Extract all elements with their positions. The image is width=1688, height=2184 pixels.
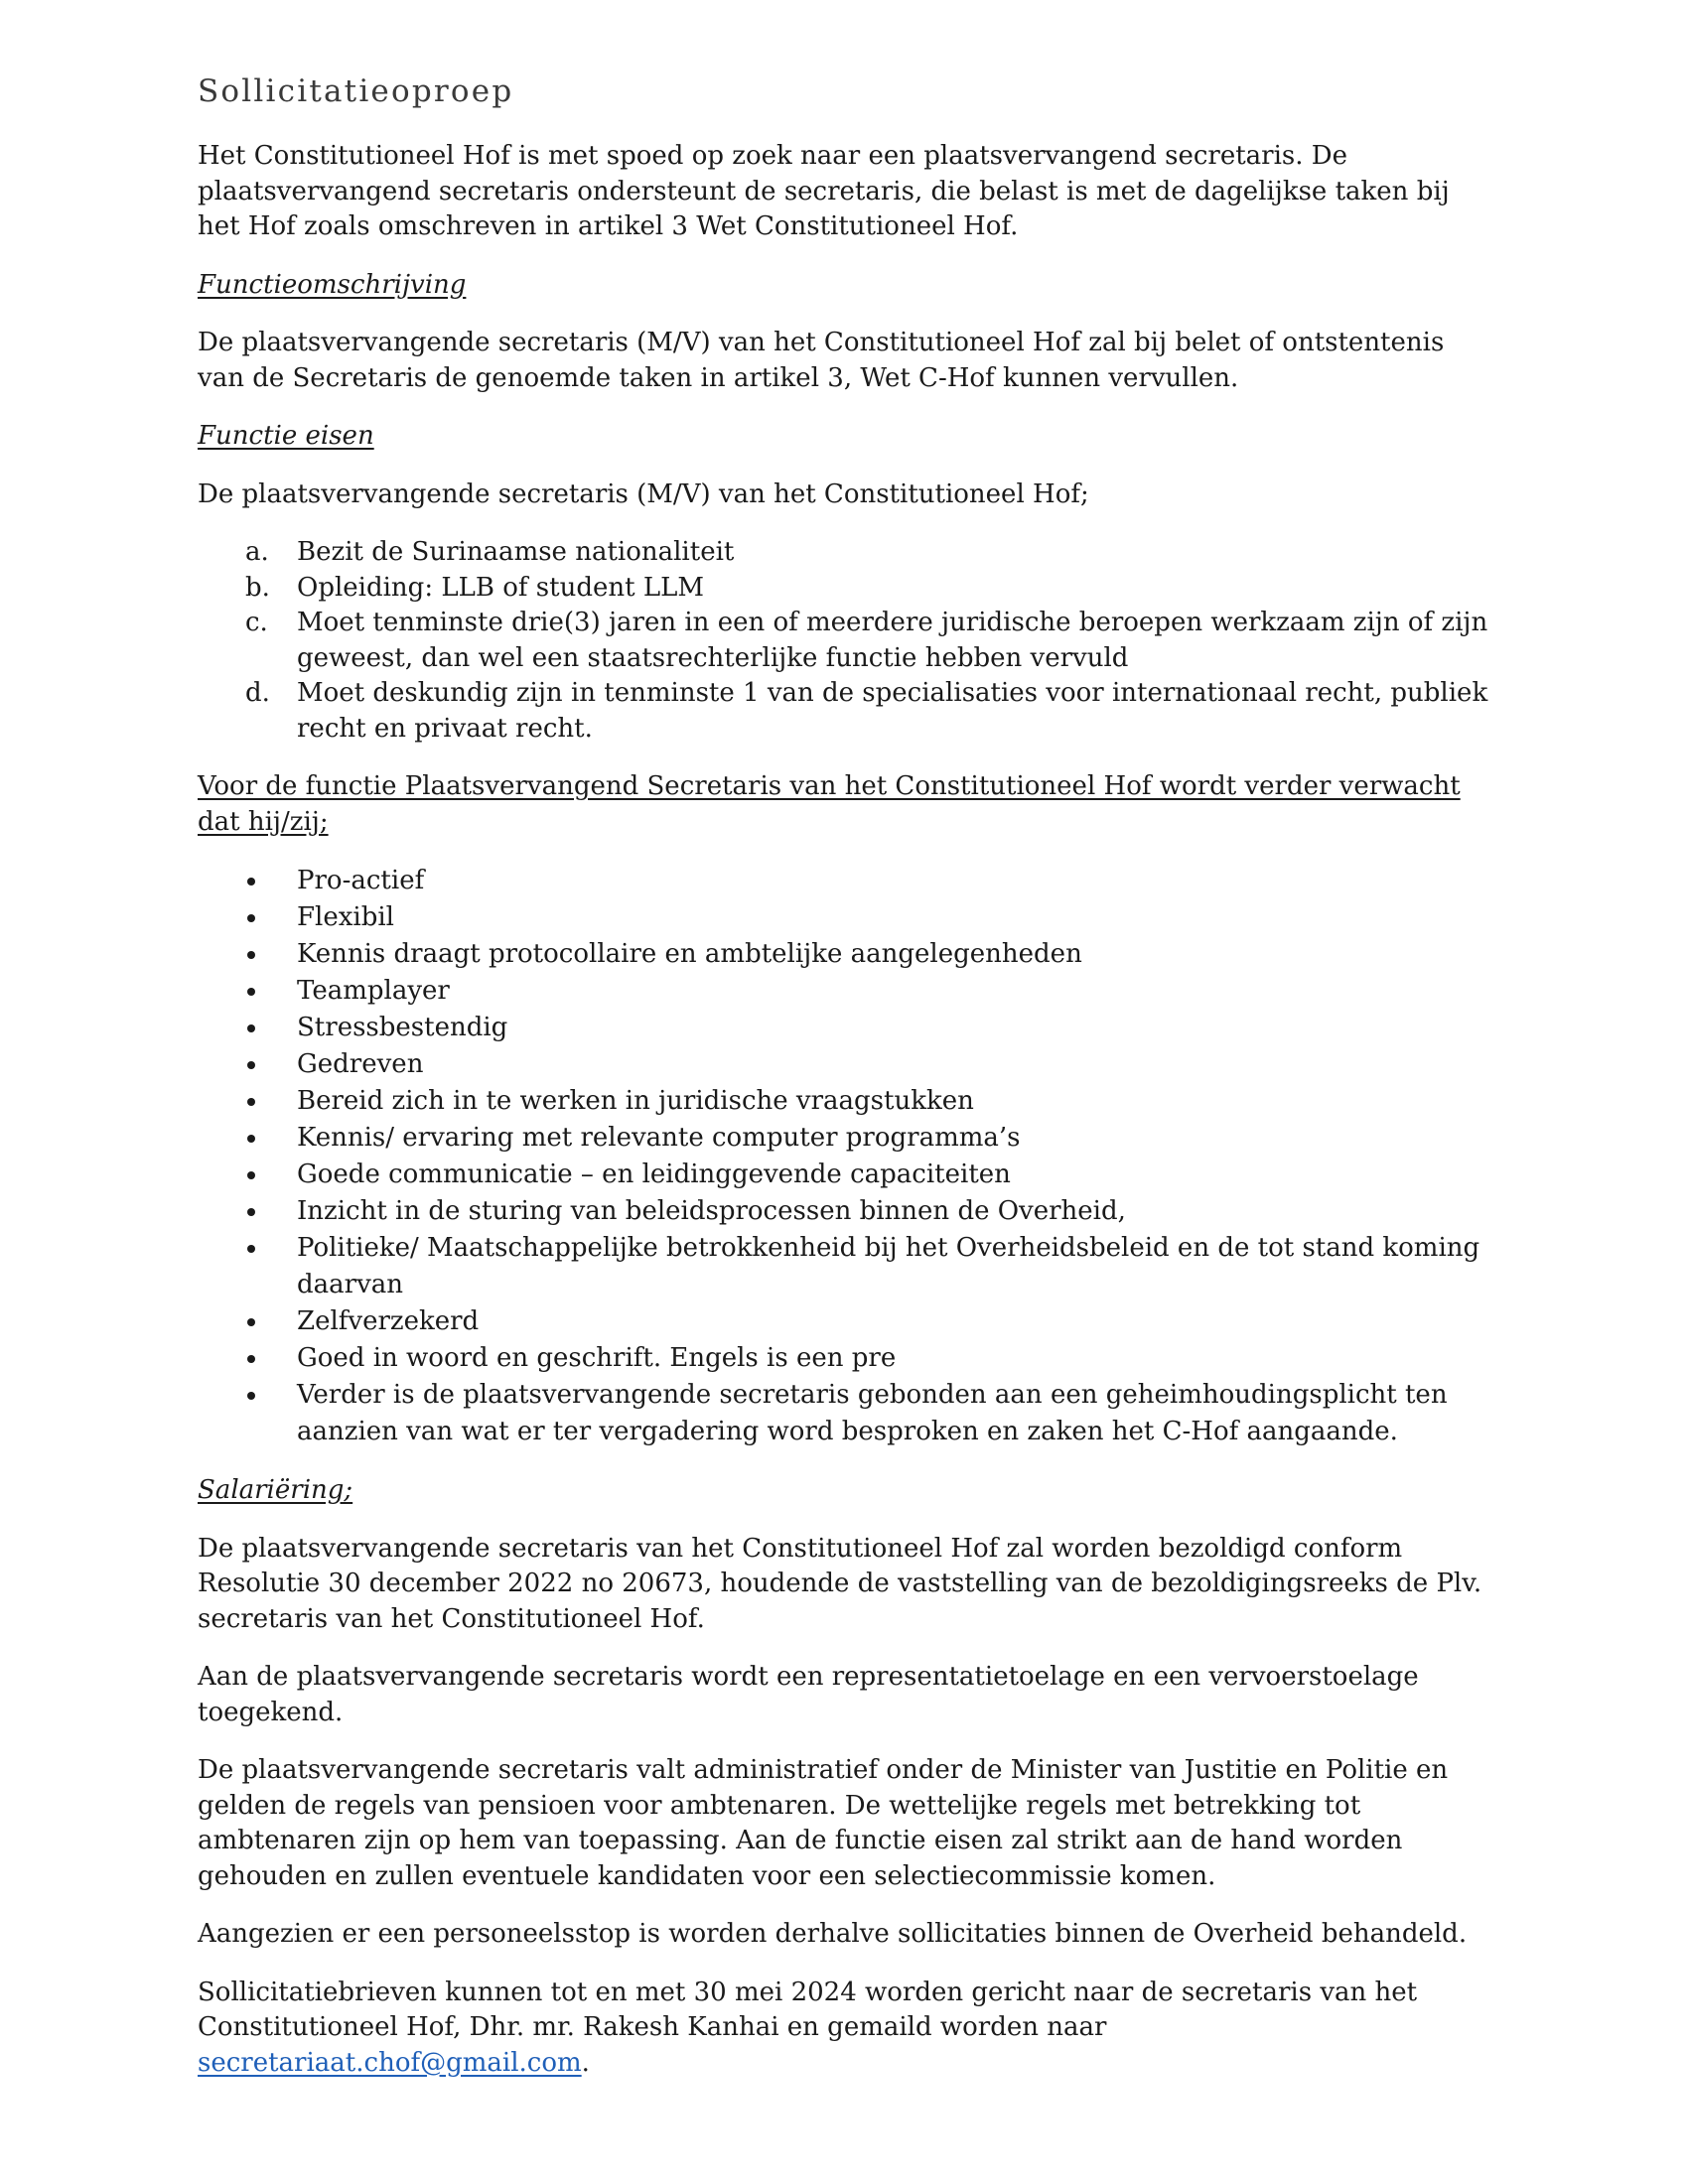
list-marker: a. [245, 537, 269, 567]
requirements-list [198, 535, 1498, 747]
bullet-icon [247, 951, 255, 959]
intro-paragraph: Het Constitutioneel Hof is met spoed op zoek naar een plaatsvervangend secretaris. De plaatsvervangend secretaris ondersteunt de secretaris, die belast is met de dagelijkse taken bij het Hof zoals omschreven in artikel 3 Wet Constitutioneel Hof. [198, 141, 1450, 241]
list-item-text: Zelfverzekerd [297, 1306, 480, 1336]
bullet-icon [247, 878, 255, 886]
bullet-icon [247, 1392, 255, 1400]
email-link[interactable]: secretariaat.chof@gmail.com [198, 2047, 582, 2078]
list-item-text: Inzicht in de sturing van beleidsprocessen binnen de Overheid, [297, 1196, 1126, 1226]
heading-verwachting: Voor de functie Plaatsvervangend Secretaris van het Constitutioneel Hof wordt verder verwacht dat hij/zij; [198, 771, 1461, 837]
list-item [198, 1083, 1498, 1120]
toelage-paragraph: Aan de plaatsvervangende secretaris wordt een representatietoelage en een vervoerstoelage toegekend. [198, 1662, 1419, 1727]
list-item [198, 1157, 1498, 1193]
list-item-text: Gedreven [297, 1049, 424, 1079]
list-item [198, 863, 1498, 899]
functie-eisen-lead: De plaatsvervangende secretaris (M/V) van het Constitutioneel Hof; [198, 478, 1089, 509]
closing-text: Sollicitatiebrieven kunnen tot en met 30 mei 2024 worden gericht naar de secretaris van het Constitutioneel Hof, Dhr. mr. Rakesh Kanhai en gemaild worden naar [198, 1977, 1418, 2042]
list-item [198, 571, 1498, 607]
list-item-text: Opleiding: LLB of student LLM [297, 572, 704, 603]
list-item-text: Kennis draagt protocollaire en ambtelijke aangelegenheden [297, 939, 1082, 969]
bullet-icon [247, 1318, 255, 1326]
bullet-icon [247, 1171, 255, 1179]
list-marker: c. [245, 608, 268, 637]
list-item [198, 1377, 1498, 1450]
list-item [198, 1303, 1498, 1340]
heading-functie-eisen: Functie eisen [198, 421, 374, 451]
list-item-text: Flexibil [297, 902, 394, 932]
list-item [198, 535, 1498, 571]
heading-functieomschrijving: Functieomschrijving [198, 269, 467, 300]
closing-period: . [581, 2047, 590, 2078]
list-item [198, 1120, 1498, 1157]
list-item [198, 936, 1498, 973]
list-item-text: Verder is de plaatsvervangende secretaris gebonden aan een geheimhoudingsplicht ten aanzien van wat er ter vergadering word besproken en zaken het C-Hof aangaande. [297, 1380, 1448, 1446]
bullet-icon [247, 914, 255, 922]
heading-salariering: Salariëring; [198, 1475, 353, 1505]
list-item [198, 1340, 1498, 1377]
personeelsstop-paragraph: Aangezien er een personeelsstop is worden derhalve sollicitaties binnen de Overheid behandeld. [198, 1919, 1468, 1949]
bullet-icon [247, 1135, 255, 1143]
list-item-text: Bereid zich in te werken in juridische vraagstukken [297, 1086, 974, 1116]
list-item-text: Bezit de Surinaamse nationaliteit [297, 537, 735, 567]
list-item-text: Kennis/ ervaring met relevante computer programma’s [297, 1123, 1021, 1153]
list-item [198, 606, 1498, 676]
list-item-text: Teamplayer [297, 976, 450, 1006]
bullet-icon [247, 1208, 255, 1216]
bullet-icon [247, 1098, 255, 1106]
functieomschrijving-text: De plaatsvervangende secretaris (M/V) van het Constitutioneel Hof zal bij belet of ontstentenis van de Secretaris de genoemde taken in artikel 3, Wet C-Hof kunnen vervullen. [198, 328, 1445, 393]
list-item [198, 1046, 1498, 1083]
qualities-list [198, 863, 1498, 1450]
bullet-icon [247, 1061, 255, 1069]
list-item-text: Goed in woord en geschrift. Engels is een pre [297, 1343, 897, 1373]
list-marker: d. [245, 678, 270, 708]
list-item [198, 676, 1498, 747]
list-item-text: Stressbestendig [297, 1013, 508, 1042]
list-item-text: Moet tenminste drie(3) jaren in een of meerdere juridische beroepen werkzaam zijn of zijn geweest, dan wel een staatsrechterlijke functie hebben vervuld [297, 608, 1488, 673]
list-item [198, 899, 1498, 936]
list-item-text: Pro-actief [297, 866, 425, 895]
bullet-icon [247, 1024, 255, 1032]
list-item-text: Politieke/ Maatschappelijke betrokkenheid bij het Overheidsbeleid en de tot stand koming daarvan [297, 1233, 1480, 1299]
list-item-text: Moet deskundig zijn in tenminste 1 van de specialisaties voor internationaal recht, publiek recht en privaat recht. [297, 678, 1488, 744]
closing-paragraph [198, 1976, 1498, 2082]
bullet-icon [247, 1355, 255, 1363]
bullet-icon [247, 1245, 255, 1253]
document-title: Sollicitatieoproep [198, 73, 514, 109]
list-item-text: Goede communicatie – en leidinggevende capaciteiten [297, 1160, 1011, 1189]
salariering-paragraph: De plaatsvervangende secretaris van het Constitutioneel Hof zal worden bezoldigd conform Resolutie 30 december 2022 no 20673, houdende de vaststelling van de bezoldigingsreeks de Plv. secretaris van het Constitutioneel Hof. [198, 1533, 1482, 1634]
bullet-icon [247, 988, 255, 996]
list-item [198, 1230, 1498, 1303]
list-marker: b. [245, 572, 270, 603]
administratief-paragraph: De plaatsvervangende secretaris valt administratief onder de Minister van Justitie en Politie en gelden de regels van pensioen voor ambtenaren. De wettelijke regels met betrekking tot ambtenaren zijn op hem van toepassing. Aan de functie eisen zal strikt aan de hand worden gehouden en zullen eventuele kandidaten voor een selectiecommissie komen. [198, 1755, 1449, 1891]
list-item [198, 1193, 1498, 1230]
document-page [198, 71, 1498, 2081]
list-item [198, 1010, 1498, 1046]
list-item [198, 973, 1498, 1010]
